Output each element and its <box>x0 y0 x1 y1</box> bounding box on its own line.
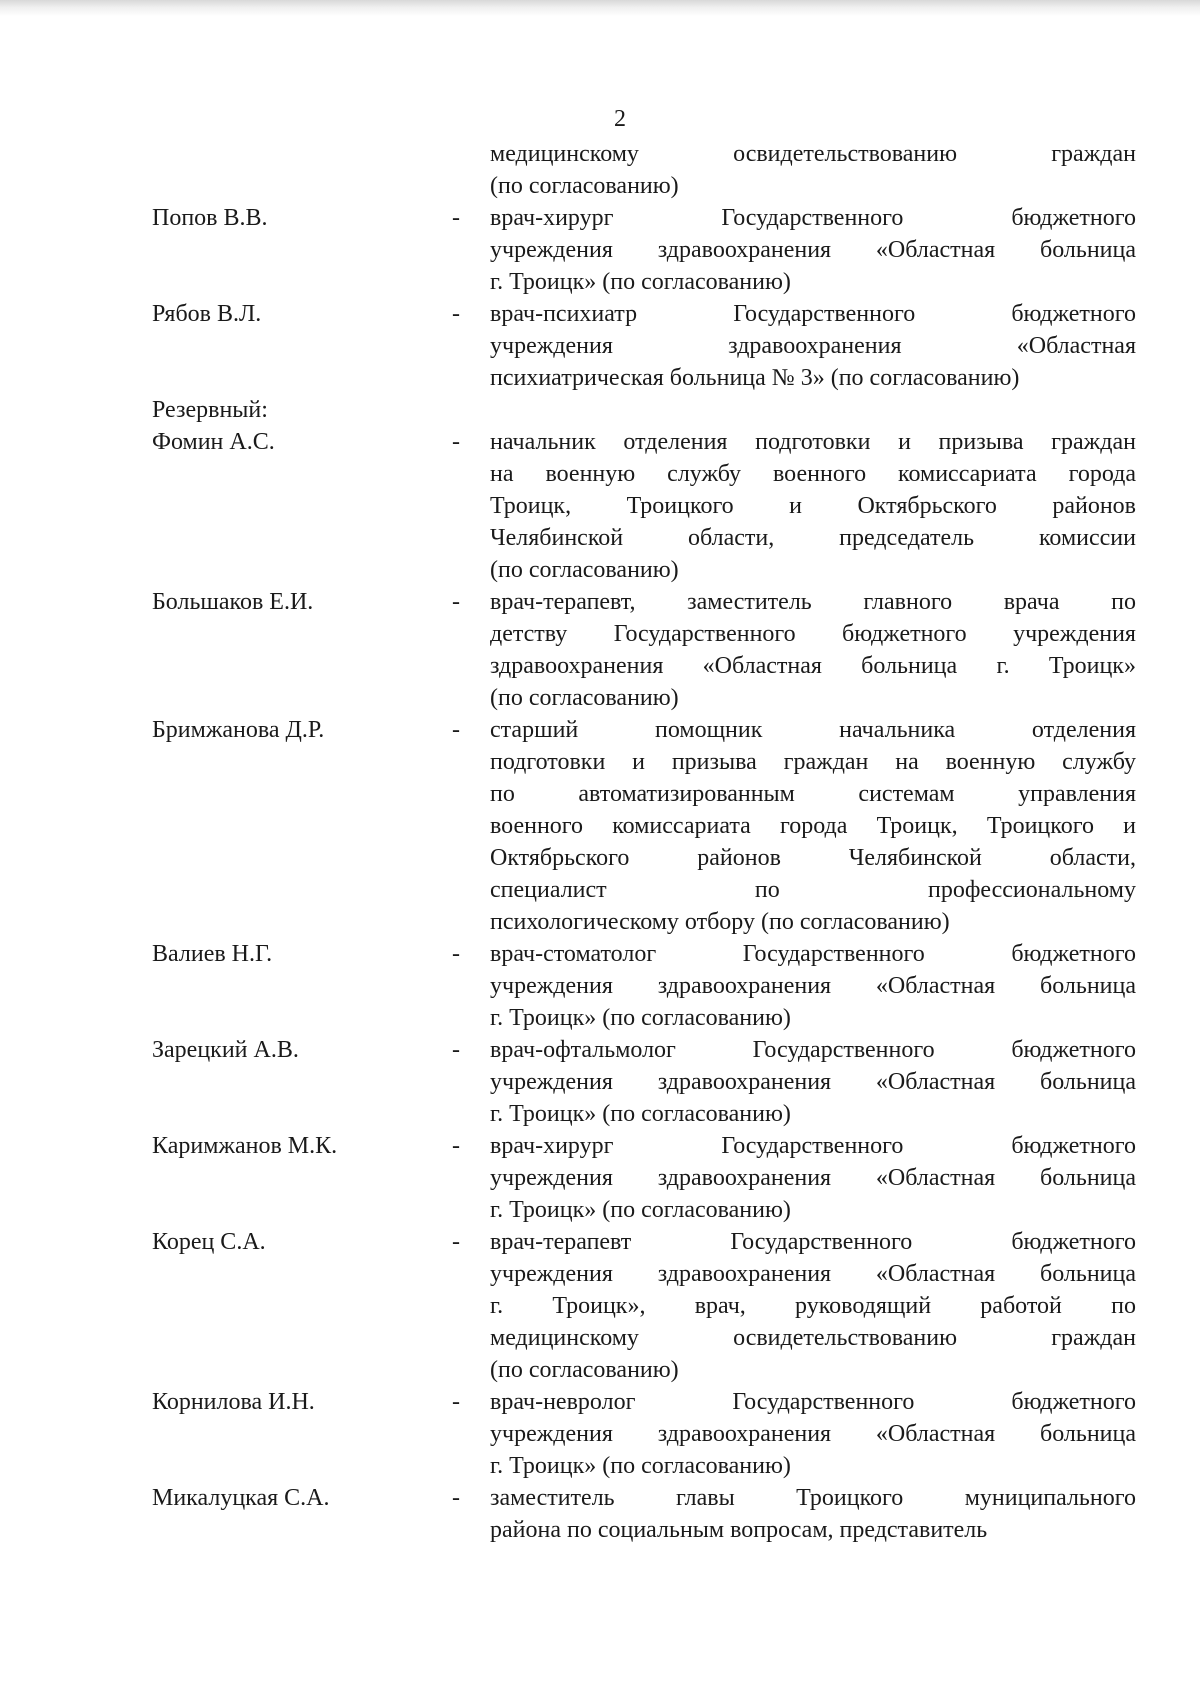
position-line: Октябрьского районов Челябинской области, <box>490 845 1136 871</box>
member-entry <box>152 1226 1136 1386</box>
entry-dash: - <box>452 1229 460 1255</box>
position-line: (по согласованию) <box>490 173 679 199</box>
member-position <box>490 1034 1136 1130</box>
member-position <box>490 138 1136 202</box>
position-line: врач-хирург Государственного бюджетного <box>490 1133 1136 1159</box>
member-name: Зарецкий А.В. <box>152 1037 299 1063</box>
position-line: г. Троицк» (по согласованию) <box>490 1005 791 1031</box>
position-line: детству Государственного бюджетного учреждения <box>490 621 1136 647</box>
member-name: Фомин А.С. <box>152 429 275 455</box>
member-entry <box>152 426 1136 586</box>
entry-dash: - <box>452 1037 460 1063</box>
member-position <box>490 298 1136 394</box>
position-line: (по согласованию) <box>490 685 679 711</box>
position-line: учреждения здравоохранения «Областная больница <box>490 1069 1136 1095</box>
position-line: г. Троицк» (по согласованию) <box>490 1101 791 1127</box>
position-line: медицинскому освидетельствованию граждан <box>490 1325 1136 1351</box>
member-name: Большаков Е.И. <box>152 589 314 615</box>
position-line: подготовки и призыва граждан на военную службу <box>490 749 1136 775</box>
position-line: (по согласованию) <box>490 557 679 583</box>
scan-edge-shadow <box>0 0 1200 16</box>
entry-dash: - <box>452 205 460 231</box>
position-line: психологическому отбору (по согласованию) <box>490 909 950 935</box>
position-line: Челябинской области, председатель комиссии <box>490 525 1136 551</box>
position-line: врач-терапевт, заместитель главного врача по <box>490 589 1136 615</box>
member-position <box>490 1386 1136 1482</box>
section-label-reserve: Резервный: <box>152 397 268 423</box>
member-position <box>490 1130 1136 1226</box>
entry-dash: - <box>452 1133 460 1159</box>
position-line: врач-хирург Государственного бюджетного <box>490 205 1136 231</box>
member-name: Корнилова И.Н. <box>152 1389 315 1415</box>
member-position <box>490 1482 1136 1546</box>
member-entry <box>152 714 1136 938</box>
member-name: Микалуцкая С.А. <box>152 1485 330 1511</box>
position-line: учреждения здравоохранения «Областная больница <box>490 237 1136 263</box>
entry-dash: - <box>452 1389 460 1415</box>
entry-dash: - <box>452 941 460 967</box>
position-line: заместитель главы Троицкого муниципального <box>490 1485 1136 1511</box>
position-line: г. Троицк» (по согласованию) <box>490 269 791 295</box>
member-name: Попов В.В. <box>152 205 268 231</box>
entry-dash: - <box>452 301 460 327</box>
position-line: медицинскому освидетельствованию граждан <box>490 141 1136 167</box>
entry-dash: - <box>452 717 460 743</box>
entry-dash: - <box>452 589 460 615</box>
position-line: начальник отделения подготовки и призыва граждан <box>490 429 1136 455</box>
member-name: Корец С.А. <box>152 1229 266 1255</box>
member-entry <box>152 138 1136 202</box>
member-position <box>490 202 1136 298</box>
position-line: района по социальным вопросам, представитель <box>490 1517 988 1543</box>
position-line: старший помощник начальника отделения <box>490 717 1136 743</box>
position-line: Троицк, Троицкого и Октябрьского районов <box>490 493 1136 519</box>
position-line: специалист по профессиональному <box>490 877 1136 903</box>
position-line: на военную службу военного комиссариата города <box>490 461 1136 487</box>
member-entry <box>152 938 1136 1034</box>
member-position <box>490 586 1136 714</box>
member-position <box>490 938 1136 1034</box>
position-line: врач-психиатр Государственного бюджетного <box>490 301 1136 327</box>
position-line: учреждения здравоохранения «Областная больница <box>490 1165 1136 1191</box>
position-line: учреждения здравоохранения «Областная больница <box>490 1261 1136 1287</box>
position-line: психиатрическая больница № 3» (по согласованию) <box>490 365 1020 391</box>
position-line: г. Троицк» (по согласованию) <box>490 1197 791 1223</box>
entry-dash: - <box>452 429 460 455</box>
position-line: г. Троицк» (по согласованию) <box>490 1453 791 1479</box>
member-entry <box>152 586 1136 714</box>
member-name: Каримжанов М.К. <box>152 1133 338 1159</box>
member-name: Рябов В.Л. <box>152 301 262 327</box>
member-entry <box>152 1034 1136 1130</box>
member-name: Бримжанова Д.Р. <box>152 717 325 743</box>
page-number: 2 <box>614 106 626 132</box>
position-line: врач-стоматолог Государственного бюджетного <box>490 941 1136 967</box>
member-entry <box>152 1386 1136 1482</box>
position-line: врач-невролог Государственного бюджетного <box>490 1389 1136 1415</box>
member-name: Валиев Н.Г. <box>152 941 273 967</box>
entry-dash: - <box>452 1485 460 1511</box>
commission-members-list <box>152 138 1136 1546</box>
member-position <box>490 714 1136 938</box>
position-line: учреждения здравоохранения «Областная <box>490 333 1136 359</box>
position-line: здравоохранения «Областная больница г. Троицк» <box>490 653 1136 679</box>
position-line: (по согласованию) <box>490 1357 679 1383</box>
position-line: учреждения здравоохранения «Областная больница <box>490 1421 1136 1447</box>
position-line: врач-терапевт Государственного бюджетного <box>490 1229 1136 1255</box>
member-entry <box>152 1130 1136 1226</box>
position-line: по автоматизированным системам управления <box>490 781 1136 807</box>
position-line: г. Троицк», врач, руководящий работой по <box>490 1293 1136 1319</box>
member-position <box>490 1226 1136 1386</box>
member-position <box>490 426 1136 586</box>
position-line: учреждения здравоохранения «Областная больница <box>490 973 1136 999</box>
member-entry <box>152 1482 1136 1546</box>
position-line: врач-офтальмолог Государственного бюджетного <box>490 1037 1136 1063</box>
member-entry <box>152 202 1136 298</box>
member-entry <box>152 298 1136 394</box>
position-line: военного комиссариата города Троицк, Троицкого и <box>490 813 1136 839</box>
